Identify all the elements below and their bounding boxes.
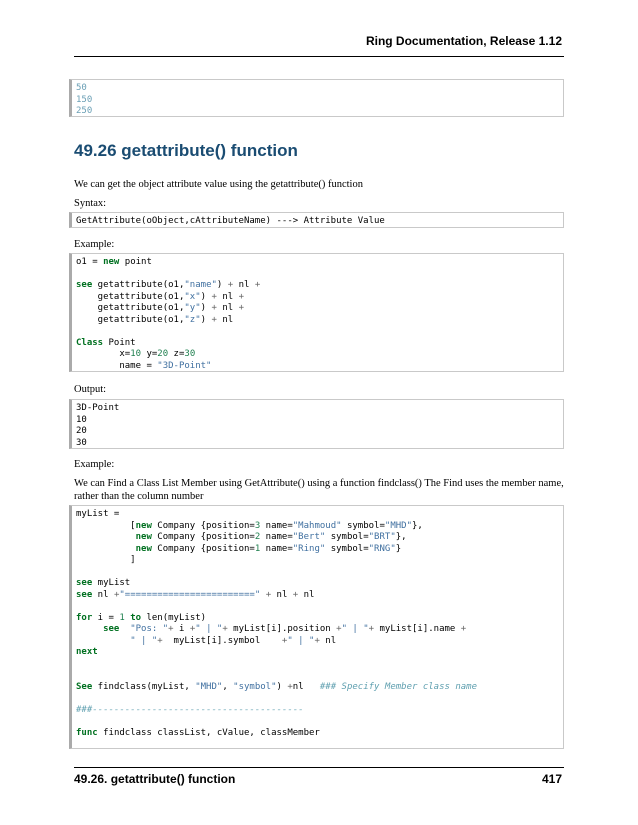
footer-section-title: 49.26. getattribute() function	[74, 772, 236, 786]
output-line: 50	[76, 83, 87, 93]
intro-paragraph: We can get the object attribute value using the getattribute() function	[74, 179, 363, 190]
example2-paragraph: We can Find a Class List Member using GetAttribute() using a function findclass() The Find uses the member name, rather than the column number	[74, 478, 564, 502]
output-line: 20	[76, 426, 87, 436]
output-line: 150	[76, 94, 93, 105]
footer-rule	[74, 767, 564, 768]
syntax-label: Syntax:	[74, 198, 107, 209]
output-line: 30	[76, 437, 87, 448]
syntax-code: GetAttribute(oObject,cAttributeName) ---> Attribute Value	[76, 216, 385, 226]
syntax-code-block	[69, 212, 564, 228]
output-line: 3D-Point	[76, 403, 120, 413]
example-label: Example:	[74, 239, 115, 250]
header-rule	[74, 56, 564, 57]
top-output-block	[69, 79, 564, 117]
output-line: 250	[76, 106, 93, 116]
example-code-block-2: myList = [new Company {position=3 name="Mahmoud" symbol="MHD"}, new Company {position=2 name="Bert" symbol="BRT"}, new Company {position=1 name="Ring" symbol="RNG"} ] see myList see nl +"========================" + nl + nl for i = 1 to len(myList) see "Pos: "+ i +" | "+ myList[i].position +" | "+ myList[i].name + " | "+ myList[i].symbol +" | "+ nl next See findclass(myList, "MHD", "symbol") +nl ### Specify Member class name ###--------------------------------------- func findclass classList, cValue, classMember	[69, 505, 564, 749]
page-header-title: Ring Documentation, Release 1.12	[365, 34, 562, 48]
output-line: 10	[76, 414, 87, 425]
example-code-block-1: o1 = new point see getattribute(o1,"name") + nl + getattribute(o1,"x") + nl + getattribute(o1,"y") + nl + getattribute(o1,"z") + nl Class Point x=10 y=20 z=30 name = "3D-Point"	[69, 253, 564, 372]
output-block	[69, 399, 564, 449]
output-label: Output:	[74, 384, 107, 395]
section-title: 49.26 getattribute() function	[74, 141, 298, 160]
page-number: 417	[541, 772, 562, 786]
example-label-2: Example:	[74, 459, 115, 470]
